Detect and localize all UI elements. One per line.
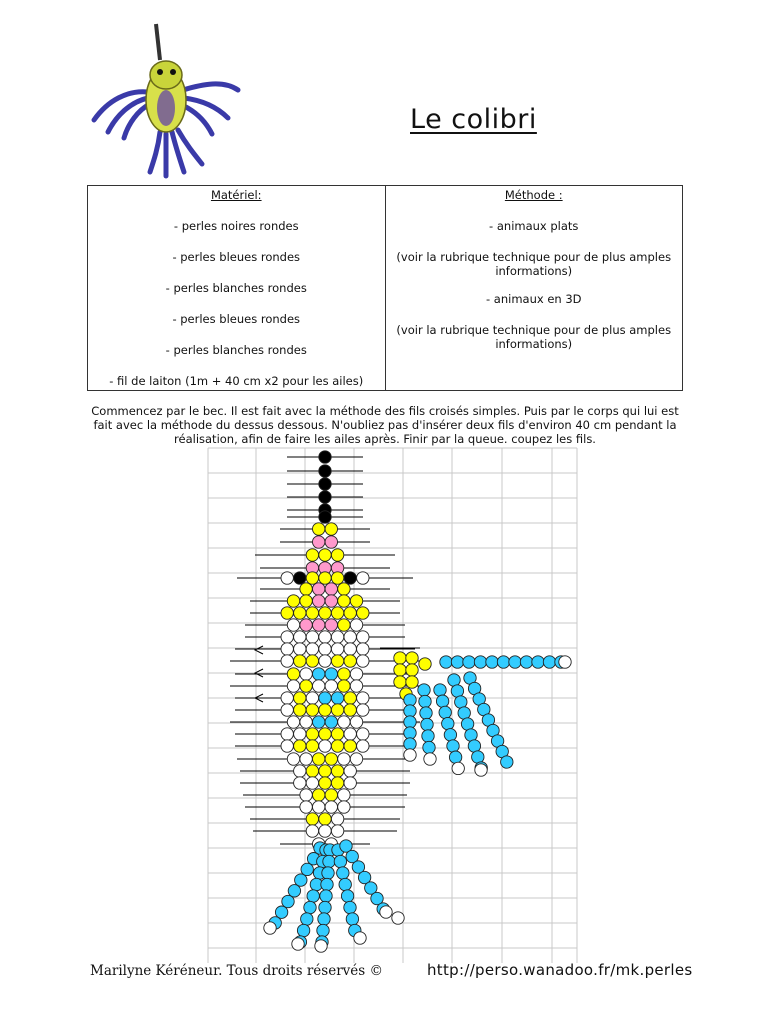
bead xyxy=(281,572,293,584)
bead xyxy=(331,572,343,584)
bead xyxy=(294,631,306,643)
bead xyxy=(357,704,369,716)
bead xyxy=(357,728,369,740)
materials-heading: Matériel: xyxy=(210,188,262,202)
bead xyxy=(344,777,356,789)
bead xyxy=(306,692,318,704)
bead xyxy=(306,607,318,619)
bead xyxy=(323,855,335,867)
bead xyxy=(313,523,325,535)
bead xyxy=(434,684,446,696)
bead xyxy=(338,753,350,765)
bead xyxy=(300,619,312,631)
bead xyxy=(281,643,293,655)
bead xyxy=(321,878,333,890)
bead xyxy=(422,730,434,742)
bead xyxy=(325,583,337,595)
bead xyxy=(341,890,353,902)
bead xyxy=(306,549,318,561)
bead xyxy=(344,728,356,740)
bead xyxy=(325,801,337,813)
bead xyxy=(300,668,312,680)
bead xyxy=(325,668,337,680)
method-item: (voir la rubrique technique pour de plus amples informations) xyxy=(396,323,672,351)
method-heading: Méthode : xyxy=(504,188,563,202)
bead xyxy=(357,643,369,655)
bead xyxy=(307,890,319,902)
bead xyxy=(419,695,431,707)
materials-item: - perles blanches rondes xyxy=(165,281,307,295)
bead xyxy=(287,668,299,680)
bead xyxy=(275,906,287,918)
bead xyxy=(306,704,318,716)
bead xyxy=(331,728,343,740)
bead xyxy=(294,643,306,655)
bead xyxy=(436,695,448,707)
bead xyxy=(319,704,331,716)
materials-item: - perles noires rondes xyxy=(173,219,299,233)
bead xyxy=(287,716,299,728)
bead xyxy=(319,728,331,740)
bead xyxy=(350,716,362,728)
bead xyxy=(357,607,369,619)
bead xyxy=(322,867,334,879)
bead xyxy=(319,765,331,777)
bead xyxy=(319,901,331,913)
bead xyxy=(419,658,431,670)
bead xyxy=(461,718,473,730)
hummingbird-photo xyxy=(88,20,248,180)
bead xyxy=(404,738,416,750)
bead xyxy=(423,741,435,753)
bead xyxy=(334,855,346,867)
bead xyxy=(501,756,513,768)
bead xyxy=(338,716,350,728)
bead xyxy=(306,740,318,752)
bead xyxy=(357,692,369,704)
bead xyxy=(338,680,350,692)
method-item: - animaux en 3D xyxy=(485,292,582,306)
bead xyxy=(313,619,325,631)
bead xyxy=(294,777,306,789)
bead xyxy=(394,664,406,676)
bead xyxy=(294,692,306,704)
bead xyxy=(281,728,293,740)
beak xyxy=(156,24,160,60)
bead xyxy=(357,572,369,584)
bead xyxy=(451,685,463,697)
bead xyxy=(313,753,325,765)
bead xyxy=(465,729,477,741)
bead xyxy=(319,777,331,789)
bead xyxy=(357,631,369,643)
bead xyxy=(406,664,418,676)
bead xyxy=(320,890,332,902)
bead xyxy=(338,619,350,631)
bead xyxy=(301,913,313,925)
bird-eye-right xyxy=(170,69,176,75)
bead xyxy=(337,867,349,879)
bead xyxy=(306,643,318,655)
bead xyxy=(300,595,312,607)
bead xyxy=(543,656,555,668)
bead xyxy=(497,656,509,668)
bead xyxy=(406,652,418,664)
bead xyxy=(344,655,356,667)
bead xyxy=(344,740,356,752)
bead xyxy=(325,595,337,607)
bead xyxy=(394,652,406,664)
bead xyxy=(472,751,484,763)
bead xyxy=(300,716,312,728)
bead xyxy=(331,813,343,825)
bead xyxy=(319,655,331,667)
bead xyxy=(350,619,362,631)
bead xyxy=(306,655,318,667)
bead xyxy=(344,765,356,777)
bead xyxy=(319,491,331,503)
materials-cell xyxy=(88,186,386,391)
bead xyxy=(404,716,416,728)
bead xyxy=(392,912,404,924)
bead xyxy=(306,765,318,777)
bead xyxy=(287,680,299,692)
bead xyxy=(455,696,467,708)
bead xyxy=(319,825,331,837)
bead xyxy=(338,595,350,607)
bead xyxy=(313,595,325,607)
bead xyxy=(338,583,350,595)
bead xyxy=(306,813,318,825)
bead xyxy=(439,706,451,718)
bead xyxy=(338,801,350,813)
bead xyxy=(281,704,293,716)
bead xyxy=(282,895,294,907)
bead xyxy=(344,572,356,584)
bead xyxy=(325,753,337,765)
bead xyxy=(357,740,369,752)
bead xyxy=(440,656,452,668)
bead xyxy=(331,631,343,643)
bead xyxy=(306,728,318,740)
bead xyxy=(281,655,293,667)
bead xyxy=(350,753,362,765)
bead xyxy=(319,643,331,655)
bead xyxy=(292,938,304,950)
bead xyxy=(319,511,331,523)
method-cell xyxy=(385,186,683,391)
bead xyxy=(300,801,312,813)
bead xyxy=(313,680,325,692)
bead xyxy=(315,940,327,952)
method-item: - animaux plats xyxy=(489,219,579,233)
bead xyxy=(421,718,433,730)
instructions-text: Commencez par le bec. Il est fait avec la méthode des fils croisés simples. Puis par le corps qui lui est fait avec la méthode du dessus dessous. N'oubliez pas d'insérer deux fils d'environ 40 cm pendant la réalisation, afin de faire les ailes après. Finir par la queue. coupez les fils. xyxy=(91,404,679,446)
bead xyxy=(331,825,343,837)
bead xyxy=(344,692,356,704)
bead xyxy=(319,451,331,463)
bead xyxy=(447,740,459,752)
bead xyxy=(317,924,329,936)
bead xyxy=(404,694,416,706)
bead xyxy=(325,789,337,801)
bead xyxy=(350,668,362,680)
bead xyxy=(331,765,343,777)
bead xyxy=(559,656,571,668)
bead xyxy=(520,656,532,668)
bead xyxy=(486,656,498,668)
bead xyxy=(319,740,331,752)
bead xyxy=(509,656,521,668)
bead xyxy=(420,707,432,719)
bead xyxy=(297,924,309,936)
bead xyxy=(319,607,331,619)
bead xyxy=(331,704,343,716)
bead xyxy=(319,549,331,561)
bead xyxy=(313,536,325,548)
bead xyxy=(287,595,299,607)
bead xyxy=(344,607,356,619)
bead xyxy=(463,656,475,668)
bead xyxy=(281,692,293,704)
bead xyxy=(325,536,337,548)
bead xyxy=(350,595,362,607)
bird-belly xyxy=(157,90,175,126)
bead xyxy=(344,631,356,643)
bead xyxy=(287,619,299,631)
bead xyxy=(294,655,306,667)
bead xyxy=(319,465,331,477)
materials-item: - perles bleues rondes xyxy=(172,312,301,326)
bead xyxy=(294,740,306,752)
method-item: (voir la rubrique technique pour de plus amples informations) xyxy=(396,250,672,278)
bead xyxy=(468,740,480,752)
bead xyxy=(325,619,337,631)
bead xyxy=(331,740,343,752)
bead xyxy=(339,878,351,890)
bead xyxy=(380,906,392,918)
bead xyxy=(338,668,350,680)
bead xyxy=(442,717,454,729)
bead xyxy=(300,789,312,801)
bead xyxy=(319,813,331,825)
bead xyxy=(264,922,276,934)
bead xyxy=(313,716,325,728)
bead xyxy=(532,656,544,668)
materials-item: - perles bleues rondes xyxy=(172,250,301,264)
materials-item: - perles blanches rondes xyxy=(165,343,307,357)
bead xyxy=(318,913,330,925)
bead xyxy=(331,607,343,619)
bead xyxy=(313,583,325,595)
bead xyxy=(325,680,337,692)
bead xyxy=(319,478,331,490)
bead xyxy=(344,704,356,716)
bead xyxy=(331,692,343,704)
bead xyxy=(294,728,306,740)
bird-eye-left xyxy=(157,69,163,75)
bead xyxy=(451,656,463,668)
page-title: Le colibri xyxy=(410,104,537,135)
bead xyxy=(287,753,299,765)
bead xyxy=(331,549,343,561)
bead xyxy=(306,572,318,584)
bead xyxy=(313,801,325,813)
bead xyxy=(325,716,337,728)
bead xyxy=(306,825,318,837)
bird-head xyxy=(150,61,182,89)
bead xyxy=(304,901,316,913)
bead xyxy=(294,704,306,716)
bead xyxy=(301,863,313,875)
bead xyxy=(350,680,362,692)
bead xyxy=(444,729,456,741)
bead xyxy=(300,680,312,692)
bead xyxy=(424,753,436,765)
bead xyxy=(313,668,325,680)
bead xyxy=(331,655,343,667)
bead xyxy=(344,901,356,913)
materials-item: - fil de laiton (1m + 40 cm x2 pour les ailes) xyxy=(109,374,364,388)
bead xyxy=(313,789,325,801)
bead xyxy=(404,727,416,739)
bead xyxy=(294,572,306,584)
bead xyxy=(404,705,416,717)
bead xyxy=(306,631,318,643)
bead xyxy=(354,932,366,944)
bead xyxy=(288,885,300,897)
bead xyxy=(338,789,350,801)
info-table xyxy=(87,185,683,391)
bead xyxy=(475,764,487,776)
bead xyxy=(319,631,331,643)
bead xyxy=(281,740,293,752)
bead xyxy=(325,523,337,535)
bead-pattern-diagram xyxy=(0,445,768,965)
bead xyxy=(406,676,418,688)
bead xyxy=(346,913,358,925)
bead xyxy=(331,777,343,789)
bead xyxy=(281,631,293,643)
bead xyxy=(452,762,464,774)
website-link[interactable]: http://perso.wanadoo.fr/mk.perles xyxy=(427,961,693,979)
bead xyxy=(300,583,312,595)
copyright-text: Marilyne Kéréneur. Tous droits réservés © xyxy=(90,963,383,979)
bead xyxy=(344,643,356,655)
bead xyxy=(294,607,306,619)
bead xyxy=(474,656,486,668)
bead xyxy=(449,751,461,763)
bead xyxy=(319,692,331,704)
bead xyxy=(448,674,460,686)
bead xyxy=(294,765,306,777)
bead xyxy=(281,607,293,619)
bead xyxy=(404,749,416,761)
bead xyxy=(306,777,318,789)
bead xyxy=(418,684,430,696)
bead xyxy=(300,753,312,765)
bead xyxy=(458,707,470,719)
bead xyxy=(331,643,343,655)
bead xyxy=(394,676,406,688)
bead xyxy=(319,572,331,584)
bead xyxy=(295,874,307,886)
bead xyxy=(357,655,369,667)
